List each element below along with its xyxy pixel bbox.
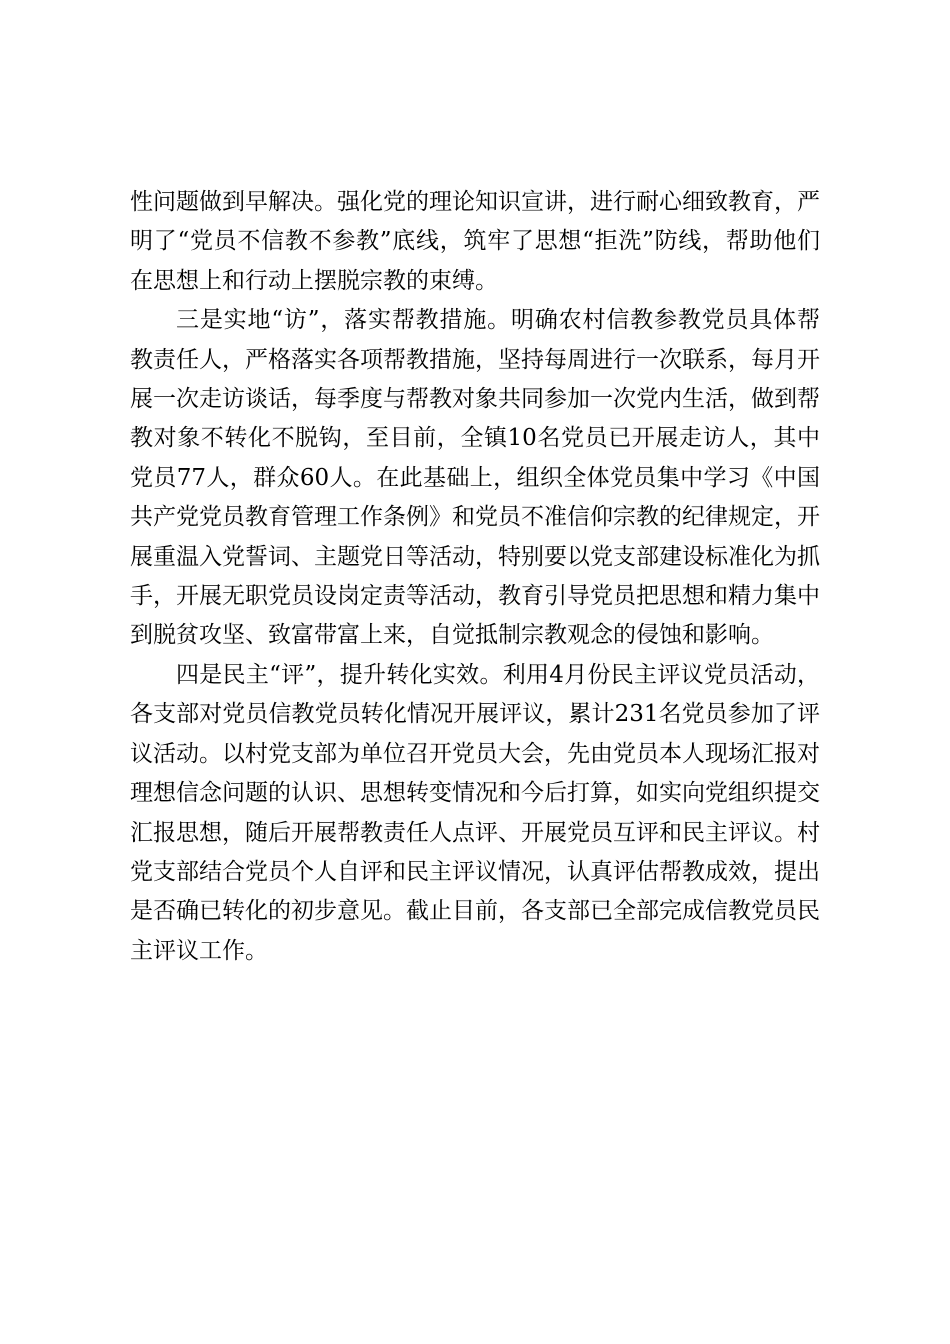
body-text xyxy=(130,183,820,971)
paragraph-evaluation: 四是民主“评”，提升转化实效。利用4月份民主评议党员活动，各支部对党员信教党员转化情况开展评议，累计231名党员参加了评议活动。以村党支部为单位召开党员大会，先由党员本人现场汇报对理想信念问题的认识、思想转变情况和今后打算，如实向党组织提交汇报思想，随后开展帮教责任人点评、开展党员互评和民主评议。村党支部结合党员个人自评和民主评议情况，认真评估帮教成效，提出是否确已转化的初步意见。截止目前，各支部已全部完成信教党员民主评议工作。 xyxy=(130,661,820,964)
paragraph-continued: 性问题做到早解决。强化党的理论知识宣讲，进行耐心细致教育，严明了“党员不信教不参教”底线，筑牢了思想“拒洗”防线，帮助他们在思想上和行动上摆脱宗教的束缚。 xyxy=(130,189,820,294)
paragraph-visits: 三是实地“访”，落实帮教措施。明确农村信教参教党员具体帮教责任人，严格落实各项帮教措施，坚持每周进行一次联系，每月开展一次走访谈话，每季度与帮教对象共同参加一次党内生活，做到帮教对象不转化不脱钩，至目前，全镇10名党员已开展走访人，其中党员77人，群众60人。在此基础上，组织全体党员集中学习《中国共产党党员教育管理工作条例》和党员不准信仰宗教的纪律规定，开展重温入党誓词、主题党日等活动，特别要以党支部建设标准化为抓手，开展无职党员设岗定责等活动，教育引导党员把思想和精力集中到脱贫攻坚、致富带富上来，自觉抵制宗教观念的侵蚀和影响。 xyxy=(130,307,820,649)
